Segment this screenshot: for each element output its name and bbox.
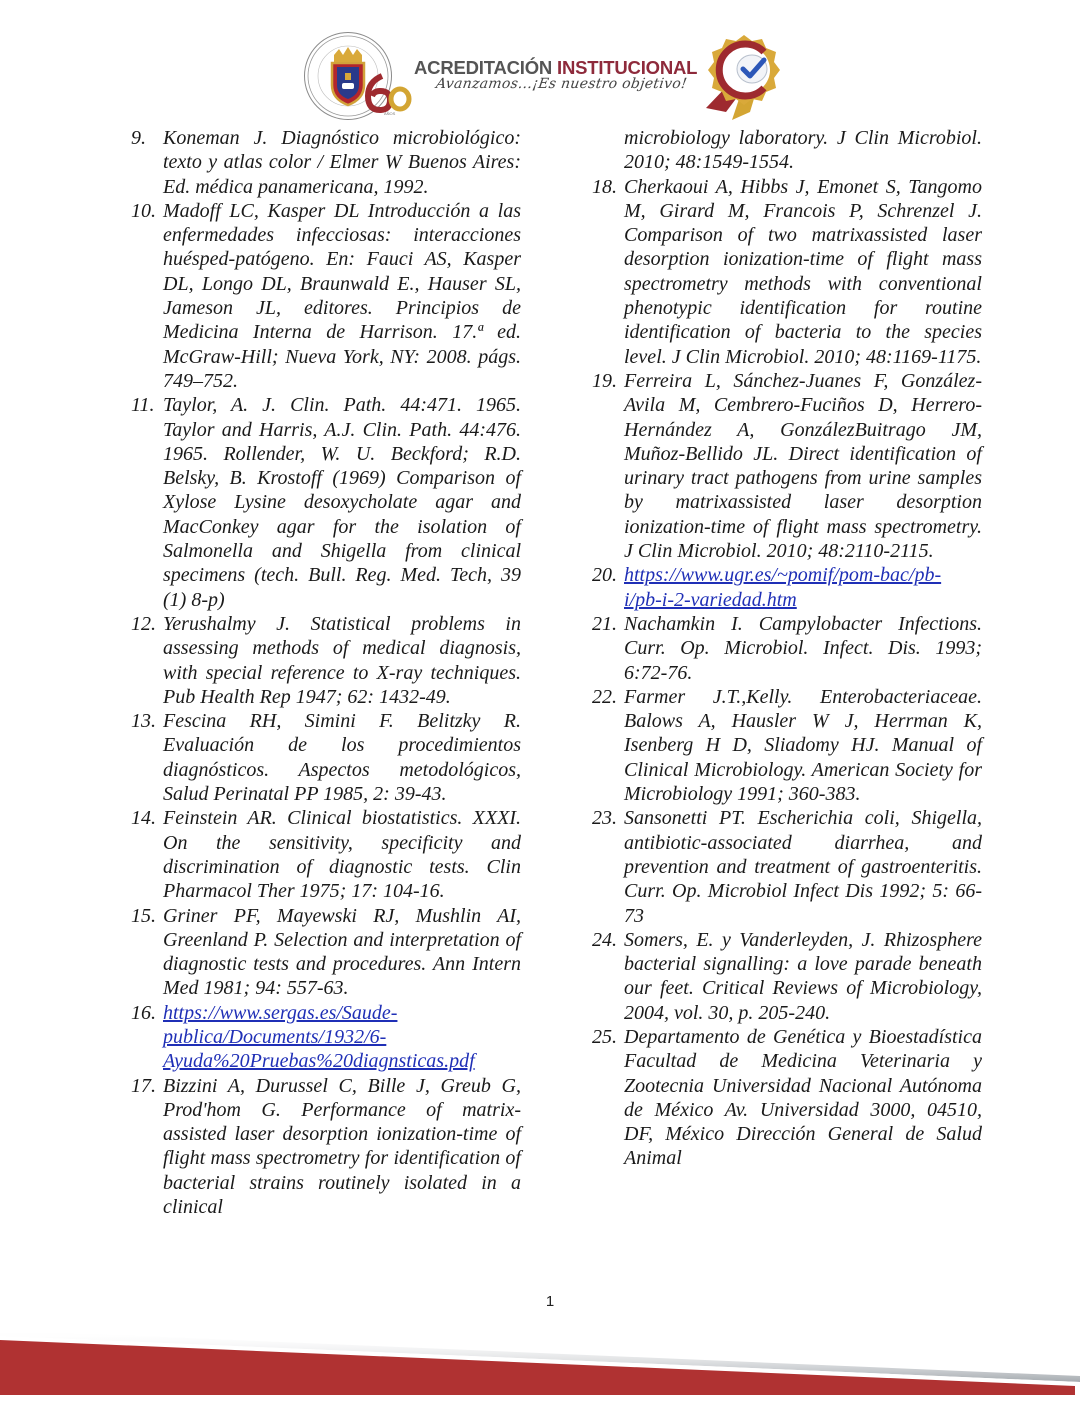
page-header [300,30,790,125]
reference-number: 19. [592,369,617,392]
reference-item-20 [592,563,982,612]
reference-text: Departamento de Genética y Bioestadística Facultad de Medicina Veterinaria y Zootecnia Universidad Nacional Autónoma de México Av. Universidad 3000, 04510, DF, México Dirección General de Salud Animal [624,1025,982,1170]
accreditation-medal-logo [698,30,790,125]
reference-number: 14. [131,807,156,830]
reference-link-ugr[interactable] [624,563,982,612]
reference-item-18 [592,175,982,369]
reference-item-10 [131,199,521,393]
references-left-column [131,126,521,1219]
reference-text: Ferreira L, Sánchez-Juanes F, González-Avila M, Cembrero-Fuciños D, Herrero-Hernández A, GonzálezBuitrago JM, Muñoz-Bellido JL. Direct identification of urinary tract pathogens from urine samples by matrixassisted laser desorption ionization-time of flight mass spectrometry. J Clin Microbiol. 2010; 48:2110-2115. [624,369,982,563]
svg-text:AÑOS: AÑOS [384,111,396,116]
reference-text: Fescina RH, Simini F. Belitzky R. Evaluación de los procedimientos diagnósticos. Aspectos metodológicos, Salud Perinatal PP 1985, 2: 39-43. [163,710,521,806]
reference-item-12 [131,612,521,709]
footer-decorative-band [0,1320,1080,1397]
link-line: https://www.sergas.es/Saude- [163,1001,398,1024]
reference-item-11 [131,393,521,612]
reference-number: 24. [592,928,617,951]
reference-number: 12. [131,612,156,635]
reference-text: Bizzini A, Durussel C, Bille J, Greub G, Prod'hom G. Performance of matrix-assisted laser desorption ionization-time of flight mass spectrometry for identification of bacterial strains routinely isolated in a clinical [163,1074,521,1219]
reference-text: Yerushalmy J. Statistical problems in assessing methods of medical diagnosis, with special reference to X-ray techniques. Pub Health Rep 1947; 62: 1432-49. [163,612,521,708]
reference-number: 22. [592,685,617,708]
reference-item-23 [592,806,982,927]
reference-text: Cherkaoui A, Hibbs J, Emonet S, Tangomo M, Girard M, Francois P, Schrenzel J. Comparison of two matrixassisted laser desorption ionization-time of flight mass spectrometry methods with conventional phenotypic identification for routine identification of bacteria to the species level. J Clin Microbiol. 2010; 48:1169-1175. [624,175,982,368]
reference-number: 11. [131,394,155,417]
link-line: publica/Documents/1932/6- [163,1025,387,1048]
reference-number: 17. [131,1074,156,1097]
reference-item-22 [592,685,982,806]
reference-text: Somers, E. y Vanderleyden, J. Rhizosphere bacterial signalling: a love parade beneath our feet. Critical Reviews of Microbiology, 2004, vol. 30, p. 205-240. [624,928,982,1024]
reference-text: Nachamkin I. Campylobacter Infections. Curr. Op. Microbiol. Infect. Dis. 1993; 6:72-76. [624,612,982,684]
sixty-years-anniversary-logo [362,72,412,116]
reference-number: 9. [131,127,146,149]
link-line: Ayuda%20Pruebas%20diagnsticas.pdf [163,1050,475,1073]
reference-text: Taylor, A. J. Clin. Path. 44:471. 1965. Taylor and Harris, A.J. Clin. Path. 44:476. 1965. Rollender, W. U. Beckford; R.D. Belsky, B. Krostoff (1969) Comparison of Xylose Lysine desoxycholate agar and MacConkey agar for the isolation of Salmonella and Shigella from clinical specimens (tech. Bull. Reg. Med. Tech, 39 (1) 8-p) [163,394,521,611]
reference-number: 20. [592,564,617,587]
reference-item-14 [131,806,521,903]
reference-number: 23. [592,807,617,830]
reference-item-16 [131,1001,521,1074]
reference-number: 25. [592,1025,617,1048]
reference-number: 13. [131,710,156,733]
reference-number: 15. [131,904,156,927]
reference-text: Madoff LC, Kasper DL Introducción a las enfermedades infecciosas: interacciones huésped-patógeno. En: Fauci AS, Kasper DL, Longo DL, Braunwald E., Hauser SL, Jameson JL, editores. Principios de Medicina Interna de Harrison. 17.ª ed. McGraw-Hill; Nueva York, NY: 2008. págs. 749–752. [163,199,521,392]
reference-text: Feinstein AR. Clinical biostatistics. XXXI. On the sensitivity, specificity and discrimination of diagnostic tests. Clin Pharmacol Ther 1975; 17: 104-16. [163,807,521,903]
reference-number: 16. [131,1001,156,1024]
reference-number: 10. [131,199,156,222]
reference-text: Sansonetti PT. Escherichia coli, Shigella, antibiotic-associated diarrhea, and prevention and treatment of gastroenteritis. Curr. Op. Microbiol Infect Dis 1992; 5: 66-73 [624,807,982,927]
link-line: https://www.ugr.es/~pomif/pom-bac/pb- [624,564,942,587]
reference-item-24 [592,928,982,1025]
reference-text: Griner PF, Mayewski RJ, Mushlin AI, Greenland P. Selection and interpretation of diagnostic tests and procedures. Ann Intern Med 1981; 94: 557-63. [163,904,521,1000]
reference-number: 18. [592,175,617,198]
title-acreditacion: ACREDITACIÓN [414,57,553,78]
title-institucional: INSTITUCIONAL [557,57,698,78]
reference-item-15 [131,904,521,1001]
reference-text: Farmer J.T.,Kelly. Enterobacteriaceae. Balows A, Hausler W J, Herrman K, Isenberg H D, Sliadomy HJ. Manual of Clinical Microbiology. American Society for Microbiology 1991; 360-383. [624,685,982,806]
reference-item-21 [592,612,982,685]
reference-item-9 [131,126,521,199]
reference-17-continuation: microbiology laboratory. J Clin Microbiol. 2010; 48:1549-1554. [624,127,982,174]
reference-item-19 [592,369,982,563]
link-line: i/pb-i-2-variedad.htm [624,588,797,611]
references-right-column [592,126,982,1171]
reference-number: 21. [592,612,617,635]
reference-item-17 [131,1074,521,1220]
reference-text: Koneman J. Diagnóstico microbiológico: texto y atlas color / Elmer W Buenos Aires: Ed. médica panamericana, 1992. [163,127,521,198]
reference-item-25 [592,1025,982,1171]
reference-item-13 [131,709,521,806]
slogan: Avanzamos...¡Es nuestro objetivo! [434,76,689,92]
reference-link-sergas[interactable] [163,1001,521,1074]
page-number: 1 [545,1293,555,1310]
